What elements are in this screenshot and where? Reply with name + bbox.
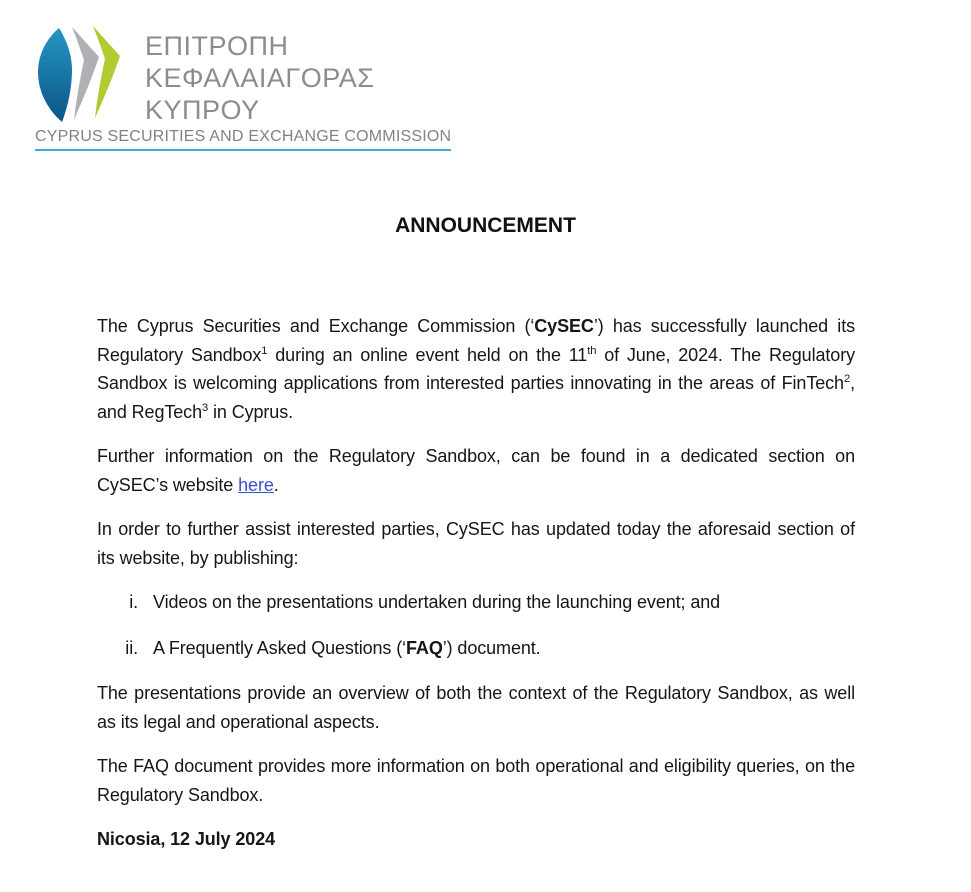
paragraph-faq-document: [97, 752, 855, 809]
logo-blue-sail-shape: [38, 28, 72, 122]
logo-greek-line1: ΕΠΙΤΡΟΠΗ: [145, 31, 289, 61]
list-marker-i: i.: [129, 592, 138, 612]
text-run: Further information on the Regulatory Sandbox, can be found in a dedicated section on CySEC’s website: [97, 446, 855, 495]
logo-english-caption: CYPRUS SECURITIES AND EXCHANGE COMMISSION: [35, 128, 451, 151]
text-run: ’) has successfully launched its Regulatory Sandbox: [97, 316, 855, 365]
dateline: Nicosia, 12 July 2024: [97, 829, 276, 849]
paragraph-launch: [97, 312, 855, 426]
text-run: A Frequently Asked Questions (‘: [153, 637, 407, 658]
text-run: 1: [261, 344, 268, 357]
text-run: , and RegTech: [97, 373, 855, 422]
text-run: The presentations provide an overview of both the context of the Regulatory Sandbox, as well as its legal and operational aspects.: [97, 683, 855, 732]
text-run: in Cyprus.: [208, 401, 294, 422]
text-run: FAQ: [406, 637, 443, 658]
roman-numeral-list: [97, 588, 855, 662]
page-title: ANNOUNCEMENT: [395, 214, 576, 237]
document-text: [97, 312, 855, 854]
text-run: th: [587, 344, 597, 357]
hyperlink-here[interactable]: here: [238, 474, 274, 495]
logo-greek-line2: ΚΕΦΑΛΑΙΑΓΟΡΑΣ: [145, 63, 375, 93]
text-run: CySEC: [534, 316, 594, 336]
paragraph-presentations: [97, 679, 855, 736]
logo-green-chevron-shape: [93, 26, 120, 118]
text-run: The FAQ document provides more information on both operational and eligibility queries, on the Regulatory Sandbox.: [97, 756, 855, 805]
cysec-logo-icon: [35, 22, 130, 127]
text-run: The Cyprus Securities and Exchange Commission (‘: [97, 316, 535, 336]
text-run: 2: [843, 373, 851, 385]
text-run: of June, 2024. The Regulatory Sandbox is welcoming applications from interested parties innovating in the areas of FinTech: [97, 344, 855, 393]
logo-greek-text: [145, 30, 374, 126]
text-run: ’) document.: [442, 637, 541, 658]
paragraph-publishing: [97, 515, 855, 572]
list-item-text: [153, 634, 541, 663]
list-item-videos: [97, 588, 855, 617]
text-run: .: [273, 474, 279, 495]
text-run: 3: [201, 401, 209, 414]
list-item-faq: [97, 634, 855, 663]
list-marker-ii: ii.: [125, 637, 138, 658]
list-item-text: [153, 588, 720, 617]
text-run: In order to further assist interested parties, CySEC has updated today the aforesaid section of its website, by publishing:: [97, 519, 855, 568]
paragraph-further-info: [97, 442, 855, 499]
text-run: Videos on the presentations undertaken during the launching event; and: [153, 592, 721, 612]
text-run: during an online event held on the 11: [267, 344, 588, 365]
logo-greek-line3: ΚΥΠΡΟΥ: [145, 95, 260, 125]
logo-gray-chevron-shape: [72, 27, 99, 120]
